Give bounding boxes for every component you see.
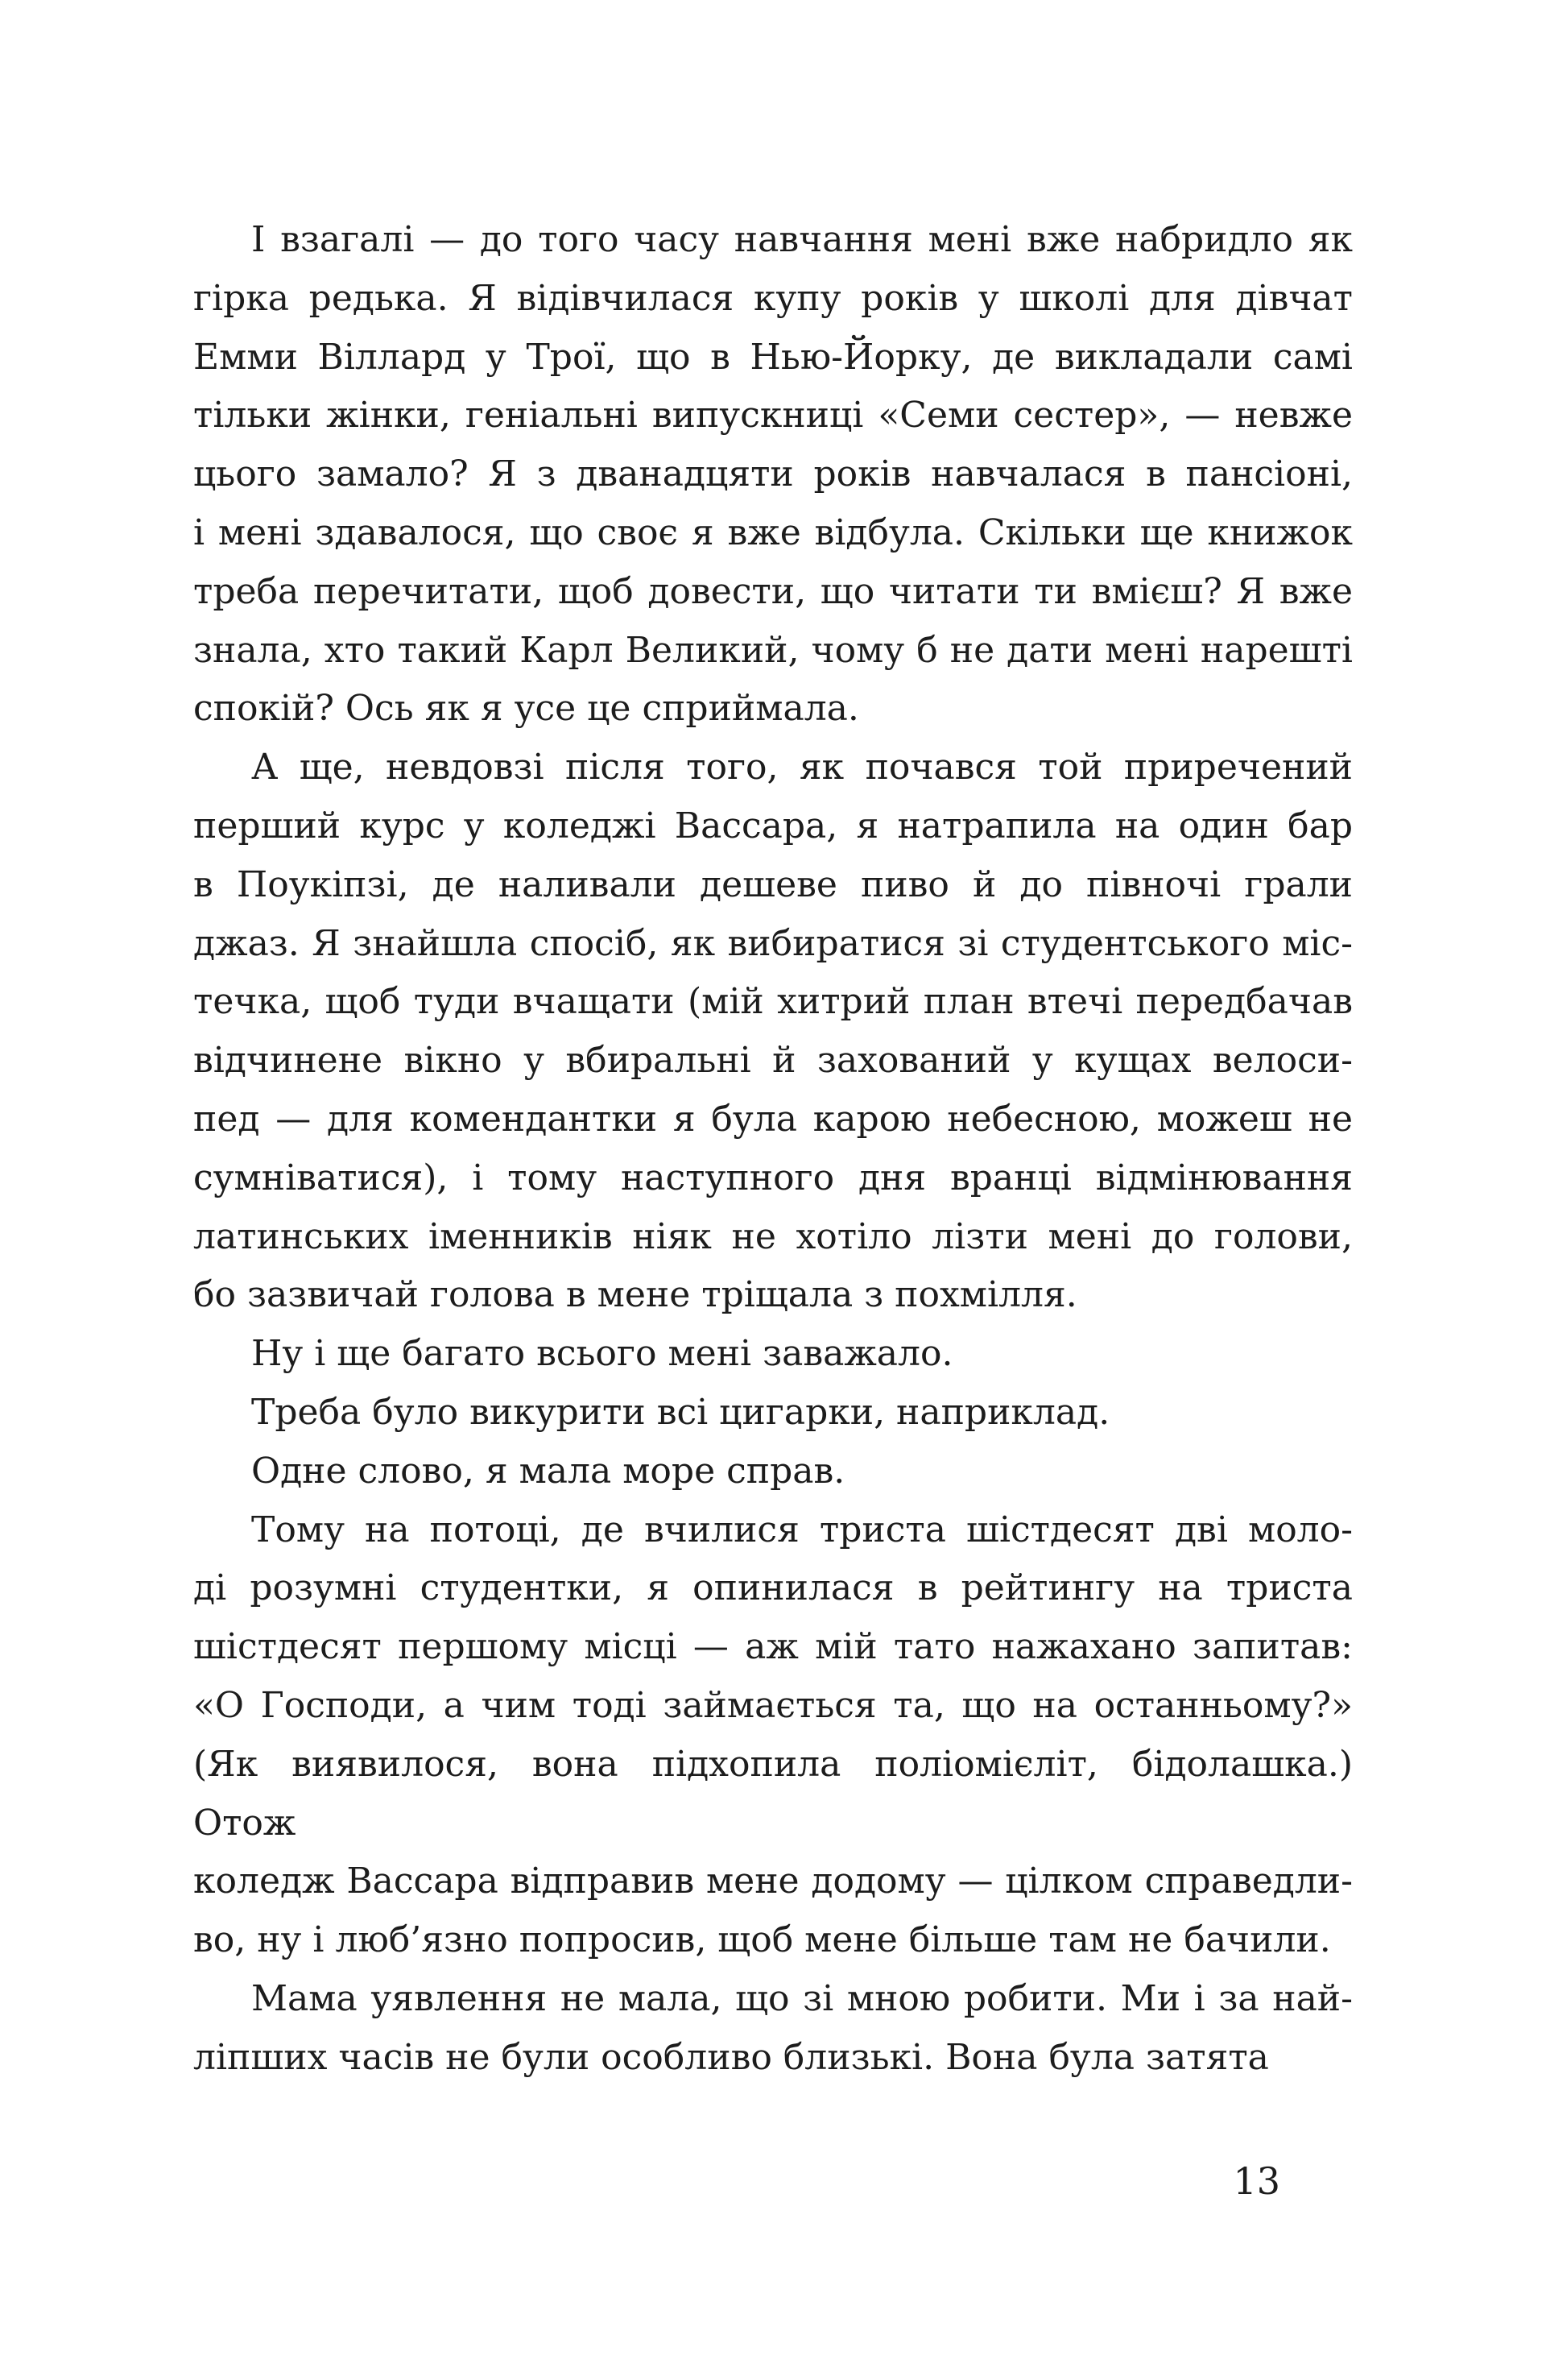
- text-line: І взагалі — до того часу навчання мені вже набридло як: [251, 219, 1353, 260]
- text-line: латинських іменників ніяк не хотіло лізти мені до голови,: [193, 1215, 1353, 1257]
- text-line: спокій? Ось як я усе це сприймала.: [193, 688, 859, 730]
- text-line: бо зазвичай голова в мене тріщала з похмілля.: [193, 1274, 1077, 1316]
- paragraph: [193, 1442, 1353, 1501]
- text-line: (Як виявилося, вона підхопила поліомієліт, бідолашка.) Отож: [193, 1743, 1353, 1844]
- text-line: треба перечитати, щоб довести, що читати ти вмієш? Я вже: [193, 570, 1353, 612]
- text-line: Емми Віллард у Трої, що в Нью-Йорку, де викладали самі: [193, 336, 1353, 378]
- text-line: відчинене вікно у вбиральні й захований у кущах велоси-: [193, 1040, 1353, 1082]
- text-line: ліпших часів не були особливо близькі. Вона була затята: [193, 2036, 1269, 2078]
- text-line: коледж Вассара відправив мене додому — цілком справедли-: [193, 1861, 1353, 1902]
- paragraph: [193, 1501, 1353, 1970]
- text-line: і мені здавалося, що своє я вже відбула. Скільки ще книжок: [193, 511, 1353, 553]
- page-number: 13: [1233, 2159, 1280, 2203]
- text-line: «О Господи, а чим тоді займається та, що на останньому?»: [193, 1684, 1353, 1726]
- text-line: знала, хто такий Карл Великий, чому б не дати мені нарешті: [193, 629, 1353, 671]
- text-line: Тому на потоці, де вчилися триста шістдесят дві моло-: [251, 1509, 1353, 1550]
- page-text: [193, 211, 1353, 2088]
- paragraph: [193, 1384, 1353, 1442]
- text-line: Ну і ще багато всього мені заважало.: [251, 1333, 953, 1375]
- text-line: ді розумні студентки, я опинилася в рейтингу на триста: [193, 1567, 1353, 1609]
- text-line: Треба було викурити всі цигарки, наприклад.: [251, 1391, 1110, 1433]
- text-line: шістдесят першому місці — аж мій тато нажахано запитав:: [193, 1626, 1353, 1668]
- text-line: тільки жінки, геніальні випускниці «Семи сестер», — невже: [193, 395, 1353, 437]
- text-line: гірка редька. Я відівчилася купу років у школі для дівчат: [193, 277, 1353, 319]
- text-line: сумніватися), і тому наступного дня вранці відмінювання: [193, 1157, 1353, 1198]
- paragraph: [193, 1970, 1353, 2088]
- paragraph: [193, 1325, 1353, 1384]
- text-line: джаз. Я знайшла спосіб, як вибиратися зі студентського міс-: [193, 922, 1353, 964]
- page-footer: [193, 2157, 1353, 2205]
- text-line: А ще, невдовзі після того, як почався той приречений: [251, 747, 1353, 789]
- paragraph: [193, 211, 1353, 739]
- text-line: во, ну і люб’язно попросив, щоб мене більше там не бачили.: [193, 1919, 1331, 1961]
- text-line: течка, щоб туди вчащати (мій хитрий план втечі передбачав: [193, 981, 1353, 1023]
- text-line: Мама уявлення не мала, що зі мною робити. Ми і за най-: [251, 1977, 1353, 2019]
- paragraph: [193, 739, 1353, 1325]
- text-line: в Поукіпзі, де наливали дешеве пиво й до півночі грали: [193, 863, 1353, 905]
- text-line: пед — для комендантки я була карою небесною, можеш не: [193, 1098, 1353, 1140]
- text-line: перший курс у коледжі Вассара, я натрапила на один бар: [193, 805, 1353, 846]
- text-line: цього замало? Я з дванадцяти років навчалася в пансіоні,: [193, 453, 1353, 495]
- text-line: Одне слово, я мала море справ.: [251, 1450, 845, 1492]
